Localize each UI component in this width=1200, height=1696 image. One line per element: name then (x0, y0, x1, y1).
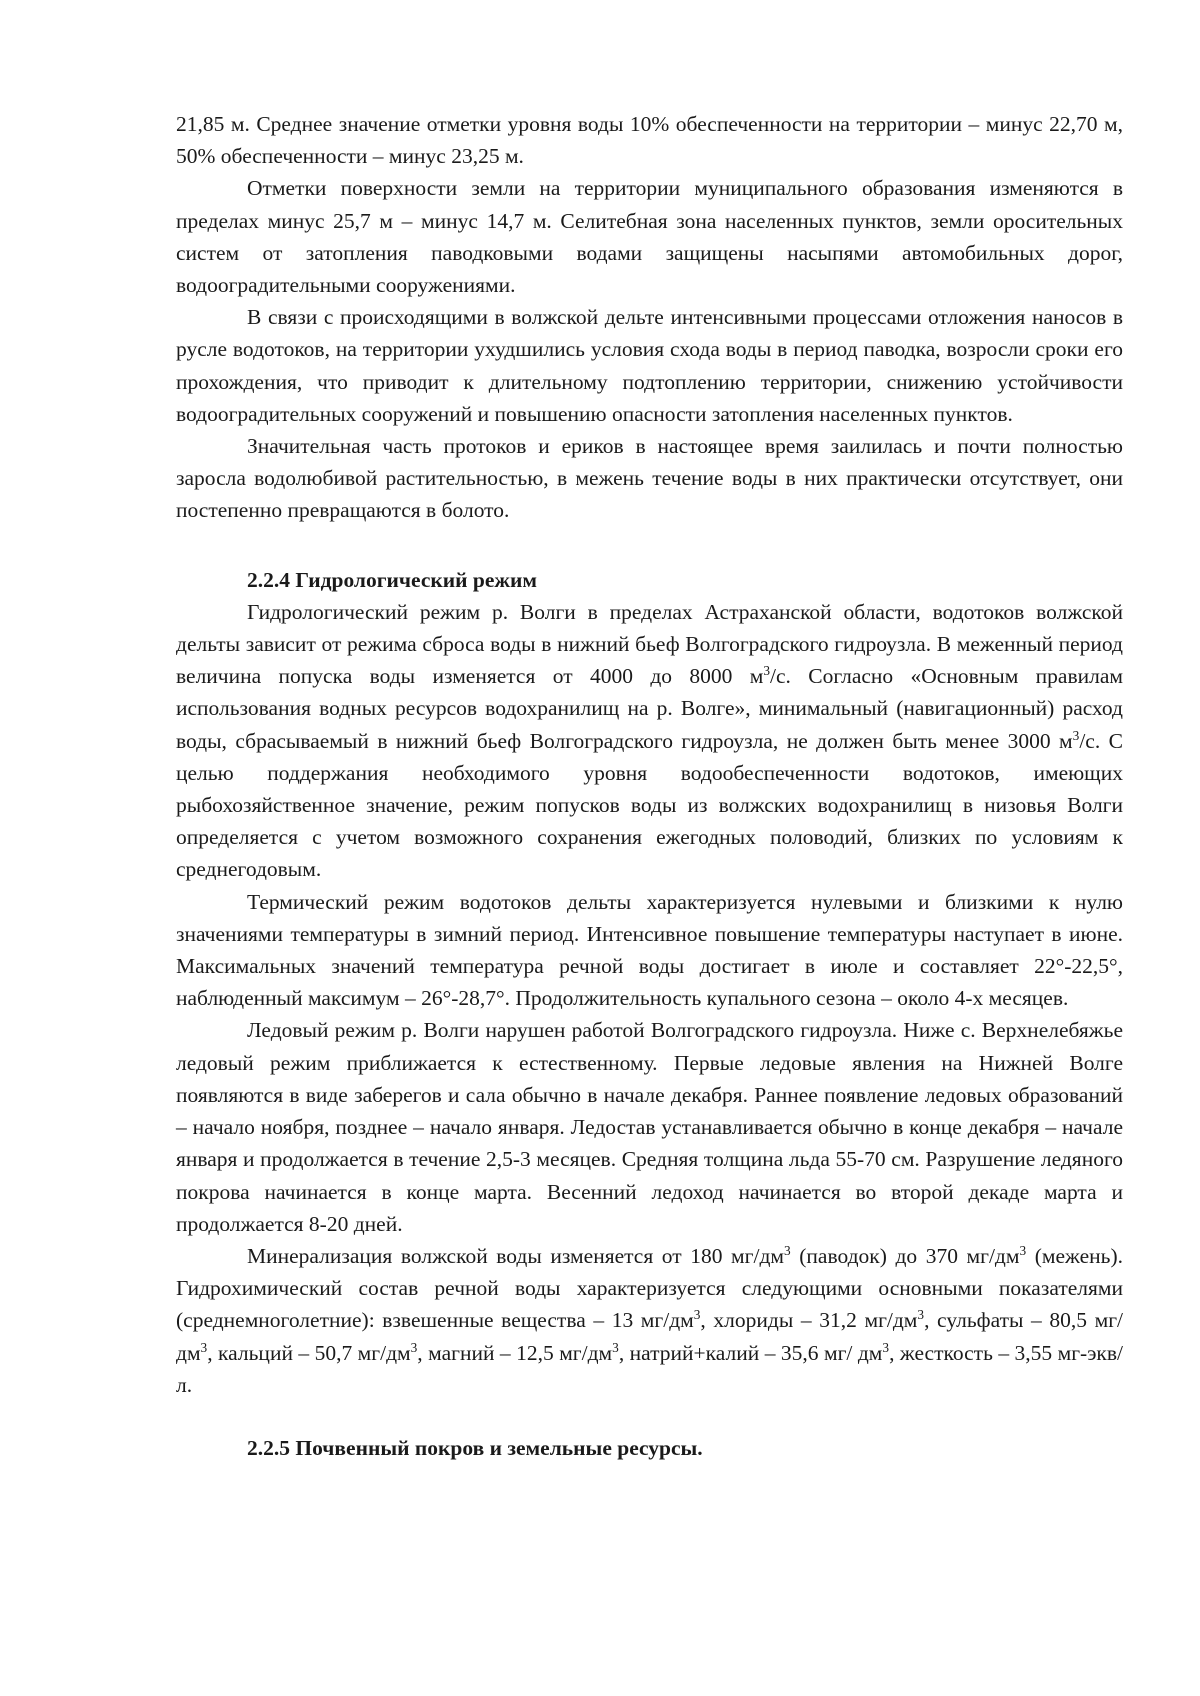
paragraph-water-level: 21,85 м. Среднее значение отметки уровня воды 10% обеспеченности на территории – минус 22,70 м, 50% обеспеченности – минус 23,25 м. (176, 112, 1123, 169)
superscript: 3 (200, 1339, 208, 1355)
text-run: , жесткость – 3,55 мг-экв/л. (176, 1340, 1123, 1397)
text-run: , кальций – 50,7 мг/дм (207, 1340, 411, 1365)
superscript: 3 (882, 1339, 890, 1355)
paragraph-ground-elevation: Отметки поверхности земли на территории муниципального образования изменяются в пределах минус 25,7 м – минус 14,7 м. Селитебная зона населенных пунктов, земли оросительных систем от затопления паводковыми водами защищены насыпями автомобильных дорог, водооградительными сооружениями. (176, 176, 1123, 298)
document-page (176, 108, 1123, 1464)
superscript: 3 (1019, 1242, 1027, 1258)
text-run: /с. Согласно «Основным правилам использования водных ресурсов водохранилищ на р. Волге», минимальный (навигационный) расход воды, сбрасываемый в нижний бьеф Волгоградского гидроузла, не должен быть менее 3000 м (176, 664, 1123, 753)
superscript: 3 (693, 1307, 701, 1323)
section-heading-soil: 2.2.5 Почвенный покров и земельные ресурсы. (247, 1435, 703, 1460)
superscript: 3 (1072, 727, 1080, 743)
text-run: /с. С целью поддержания необходимого уровня водообеспеченности водотоков, имеющих рыбохозяйственное значение, режим попусков воды из волжских водохранилищ в низовья Волги определяется с учетом возможного сохранения ежегодных половодий, близких по условиям к среднегодовым. (176, 728, 1124, 882)
section-spacer (176, 1401, 1123, 1432)
superscript: 3 (763, 663, 771, 679)
paragraph-mineralization (176, 1240, 1123, 1401)
paragraph-channels-silting: Значительная часть протоков и ериков в настоящее время заилилась и почти полностью заросла водолюбивой растительностью, в межень течение воды в них практически отсутствует, они постепенно превращаются в болото. (176, 434, 1123, 523)
paragraph-sediment-processes: В связи с происходящими в волжской дельте интенсивными процессами отложения наносов в русле водотоков, на территории ухудшились условия схода воды в период паводка, возросли сроки его прохождения, что приводит к длительному подтоплению территории, снижению устойчивости водооградительных сооружений и повышению опасности затопления населенных пунктов. (176, 305, 1123, 426)
superscript: 3 (784, 1242, 791, 1258)
text-run: Гидрологический режим р. Волги в пределах Астраханской области, водотоков волжской дельты зависит от режима сброса воды в нижний бьеф Волгоградского гидроузла. В меженный период величина попуска воды изменяется от 4000 до 8000 м (176, 599, 1123, 689)
text-run: , хлориды – 31,2 мг/дм (700, 1308, 918, 1333)
text-run: (межень). Гидрохимический состав речной воды характеризуется следующими основными показателями (среднемноголетние): взвешенные вещества – 13 мг/дм (176, 1243, 1123, 1333)
text-run: , магний – 12,5 мг/дм (417, 1340, 613, 1365)
text-run: (паводок) до 370 мг/дм (790, 1243, 1020, 1268)
superscript: 3 (612, 1339, 619, 1355)
paragraph-thermal-regime: Термический режим водотоков дельты характеризуется нулевыми и близкими к нулю значениями температуры в зимний период. Интенсивное повышение температуры наступает в июне. Максимальных значений температура речной воды достигает в июле и составляет 22°-22,5°, наблюденный максимум – 26°-28,7°. Продолжительность купального сезона – около 4-х месяцев. (176, 889, 1123, 1011)
text-run: , натрий+калий – 35,6 мг/ дм (618, 1340, 883, 1365)
superscript: 3 (917, 1307, 925, 1323)
superscript: 3 (410, 1339, 418, 1355)
paragraph-hydrological-regime (176, 596, 1123, 886)
text-run: , сульфаты – 80,5 мг/ дм (176, 1308, 1124, 1365)
text-run: Минерализация волжской воды изменяется от 180 мг/дм (247, 1243, 784, 1268)
section-spacer (176, 527, 1123, 564)
section-heading-hydrology: 2.2.4 Гидрологический режим (247, 567, 538, 592)
paragraph-ice-regime: Ледовый режим р. Волги нарушен работой Волгоградского гидроузла. Ниже с. Верхнелебяжье ледовый режим приближается к естественному. Первые ледовые явления на Нижней Волге появляются в виде заберегов и сала обычно в начале декабря. Раннее появление ледовых образований – начало ноября, позднее – начало января. Ледостав устанавливается обычно в конце декабря – начале января и продолжается в течение 2,5-3 месяцев. Средняя толщина льда 55-70 см. Разрушение ледяного покрова начинается в конце марта. Весенний ледоход начинается во второй декаде марта и продолжается 8-20 дней. (176, 1018, 1123, 1236)
